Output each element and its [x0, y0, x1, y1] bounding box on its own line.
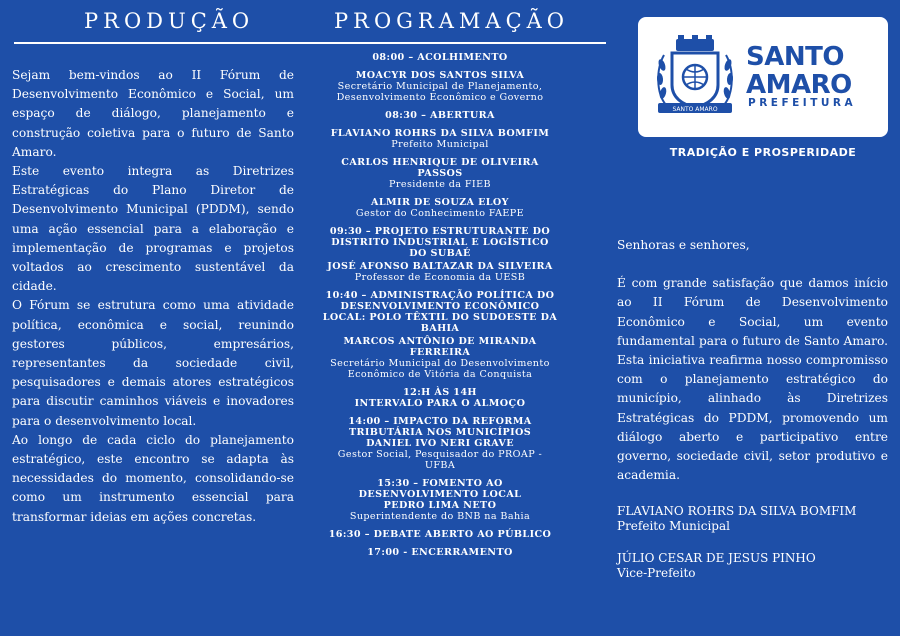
signature-name: FLAVIANO ROHRS DA SILVA BOMFIM: [617, 504, 857, 519]
intro-paragraph: Sejam bem-vindos ao II Fórum de Desenvolvimento Econômico e Social, um espaço de diálogo, planejamento e construção coletiva para o futuro de Santo Amaro.: [12, 68, 294, 159]
program-item: 16:30 – DEBATE ABERTO AO PÚBLICO: [328, 529, 552, 540]
program-item: 12:H ÀS 14H INTERVALO PARA O ALMOÇO: [354, 387, 526, 409]
program-item: JOSÉ AFONSO BALTAZAR DA SILVEIRA Professor de Economia da UESB: [327, 261, 553, 283]
signature-name: JÚLIO CESAR DE JESUS PINHO: [617, 551, 816, 566]
programacao-heading: PROGRAMAÇÃO: [334, 9, 570, 33]
signature-role: Vice-Prefeito: [617, 566, 696, 581]
program-item: FLAVIANO ROHRS DA SILVA BOMFIM Prefeito Municipal: [330, 128, 550, 150]
svg-text:SANTO AMARO: SANTO AMARO: [672, 106, 718, 113]
program-item: 09:30 – PROJETO ESTRUTURANTE DO DISTRITO INDUSTRIAL E LOGÍSTICO DO SUBAÉ: [329, 226, 551, 259]
program-item: PEDRO LIMA NETO Superintendente do BNB na Bahia: [349, 500, 531, 522]
program-item: 15:30 – FOMENTO AO DESENVOLVIMENTO LOCAL: [358, 478, 522, 500]
letter-column: [617, 236, 888, 581]
program-item: ALMIR DE SOUZA ELOY Gestor do Conhecimento FAEPE: [355, 197, 525, 219]
logo-card: [638, 17, 888, 137]
intro-paragraph: Ao longo de cada ciclo do planejamento estratégico, este encontro se adapta às necessidades do momento, consolidando-se como um instrumento essencial para transformar ideias em ações concretas.: [12, 432, 294, 524]
city-seal-icon: [654, 35, 736, 121]
program-item: MOACYR DOS SANTOS SILVA Secretário Municipal de Planejamento, Desenvolvimento Econômico e Governo: [336, 70, 544, 103]
program-item: DANIEL IVO NERI GRAVE Gestor Social, Pesquisador do PROAP - UFBA: [337, 438, 543, 471]
header-divider: [14, 42, 606, 44]
program-item: 08:00 – ACOLHIMENTO: [372, 52, 508, 63]
intro-paragraph: Este evento integra as Diretrizes Estratégicas do Plano Diretor de Desenvolvimento Municipal (PDDM), sendo uma ação essencial para a elaboração e implementação de programas e projetos voltados ao crescimento sustentável da cidade.: [12, 164, 294, 294]
intro-column: [12, 66, 294, 527]
tagline: TRADIÇÃO E PROSPERIDADE: [669, 146, 857, 159]
program-item: 17:00 - ENCERRAMENTO: [367, 547, 513, 558]
logo-subtitle: PREFEITURA: [748, 97, 857, 109]
program-item: 14:00 – IMPACTO DA REFORMA TRIBUTÁRIA NOS MUNICÍPIOS: [348, 416, 532, 438]
program-item: CARLOS HENRIQUE DE OLIVEIRA PASSOS Presidente da FIEB: [341, 157, 539, 190]
program-list: [322, 52, 558, 565]
program-item: 10:40 – ADMINISTRAÇÃO POLÍTICA DO DESENVOLVIMENTO ECONÔMICO LOCAL: POLO TÊXTIL DO SUDOESTE DA BAHIA: [322, 290, 558, 334]
program-item: 08:30 – ABERTURA: [385, 110, 495, 121]
greeting: Senhoras e senhores,: [617, 238, 750, 252]
signature-role: Prefeito Municipal: [617, 519, 730, 534]
letter-body: É com grande satisfação que damos início ao II Fórum de Desenvolvimento Econômico e Social, um evento fundamental para o futuro de Santo Amaro. Esta iniciativa reafirma nosso compromisso com o planejamento estratégico do município, alinhado às Diretrizes Estratégicas do PDDM, promovendo um diálogo aberto e participativo entre governo, sociedade civil, setor produtivo e academia.: [617, 276, 888, 483]
intro-paragraph: O Fórum se estrutura como uma atividade política, econômica e social, reunindo gestores públicos, empresários, representantes da sociedade civil, pesquisadores e demais atores estratégicos para discutir caminhos viáveis e inovadores para o desenvolvimento local.: [12, 298, 294, 428]
producao-heading: PRODUÇÃO: [84, 9, 255, 33]
program-item: MARCOS ANTÔNIO DE MIRANDA FERREIRA Secretário Municipal do Desenvolvimento Econômico de Vitória da Conquista: [330, 336, 550, 380]
logo-wordmark: SANTO AMARO: [746, 42, 852, 100]
